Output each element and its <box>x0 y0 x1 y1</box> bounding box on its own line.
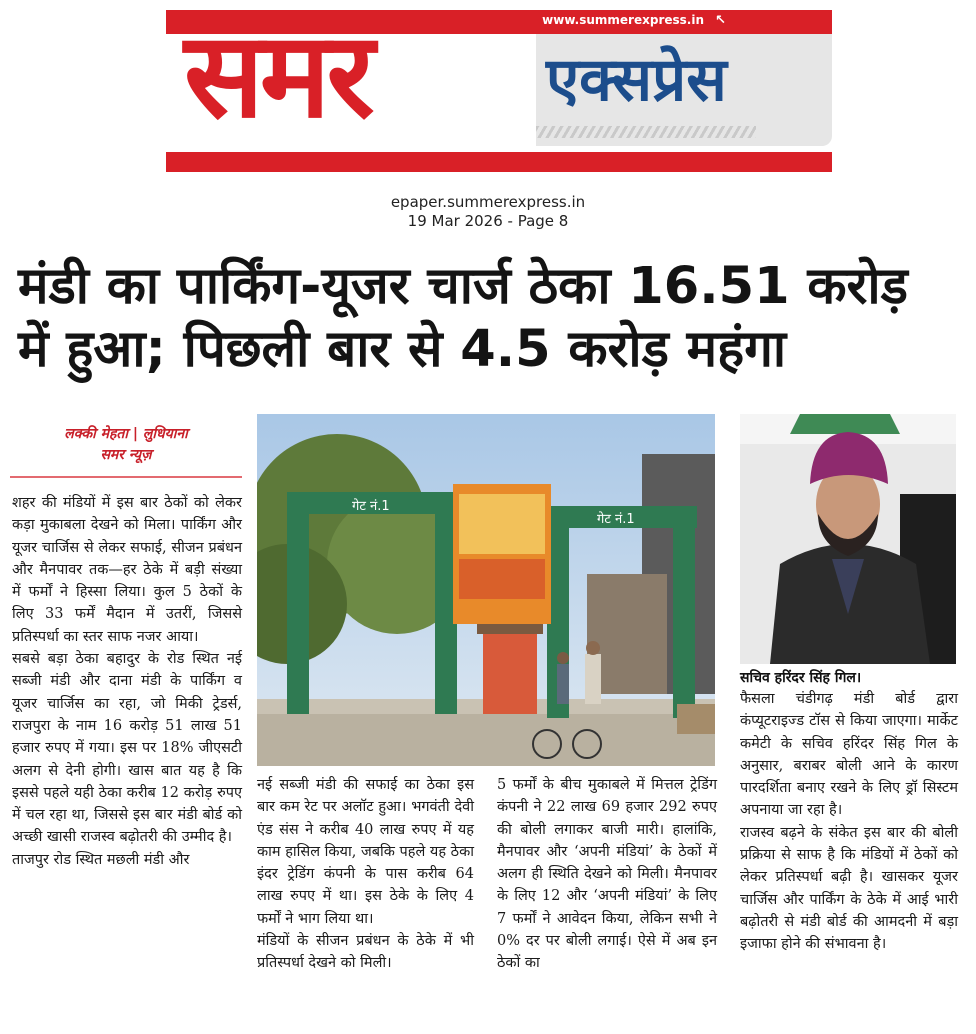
paragraph: 5 फर्मों के बीच मुकाबले में मित्तल ट्रेडिंग कंपनी ने 22 लाख 69 हजार 292 रुपए की बोली लगाकर बाजी मारी। हालांकि, मैनपावर और ‘अपनी मंडियां’ के ठेकों में अलग ही स्थिति देखने को मिली। मैनपावर के लिए 12 और ‘अपनी मंडियां’ के लिए 7 फर्मों ने आवेदन किया, लेकिन सभी ने 0% दर पर बोली लगाई। ऐसे में अब इन ठेकों का <box>497 777 717 972</box>
headline-line-1: मंडी का पार्किंग-यूजर चार्ज ठेका 16.51 करोड़ <box>18 257 908 316</box>
photo-mandi-gate <box>257 414 715 766</box>
paragraph: नई सब्जी मंडी की सफाई का ठेका इस बार कम रेट पर अलॉट हुआ। भगवंती देवी एंड संस ने करीब 40 लाख रुपए में यह काम हासिल किया, जबकि पहले यह ठेका इंदर ट्रेडिंग कंपनी के पास करीब 64 लाख रुपए में था। इस ठेके के लिए 4 फर्मों ने भाग लिया था। <box>257 777 474 927</box>
cursor-arrow-icon: ↖ <box>715 13 726 28</box>
masthead-stripes <box>536 126 756 138</box>
photo-official <box>740 414 956 664</box>
paragraph: सबसे बड़ा ठेका बहादुर के रोड स्थित नई सब्जी मंडी और दाना मंडी के पार्किंग व यूजर चार्जिस का रहा, जो मिकी ट्रेडर्स, राजपुरा के नाम 16 करोड़ 51 लाख 51 हजार रुपए में गया। इस पर 18% जीएसटी अलग से देनी होगी। खास बात यह है कि इससे पहले यही ठेका करीब 12 करोड़ रुपए में चल रहा था, जिससे इस बार मंडी बोर्ड को अच्छी खासी राजस्व बढ़ोतरी की उम्मीद है। <box>12 651 242 846</box>
logo-express: एक्सप्रेस <box>546 45 727 115</box>
byline-rule <box>10 476 242 478</box>
headline <box>18 255 968 381</box>
article-column-2 <box>257 774 474 975</box>
edition-date-page: 19 Mar 2026 - Page 8 <box>407 212 569 230</box>
byline <box>10 424 242 466</box>
article-column-1 <box>12 492 242 871</box>
gate-sign-left: गेट नं.1 <box>352 499 390 514</box>
gate-sign-right: गेट नं.1 <box>597 512 635 527</box>
logo-samar: समर <box>184 6 371 144</box>
article-column-4 <box>740 688 958 956</box>
paragraph: राजस्व बढ़ने के संकेत इस बार की बोली प्रक्रिया से साफ है कि मंडियों में ठेकों को लेकर प्रतिस्पर्धा बढ़ी है। खासकर यूजर चार्जिस और पार्किंग के ठेके में आई भारी बढ़ोतरी से मंडी बोर्ड की आमदनी में बड़ा इजाफा होने की संभावना है। <box>740 824 958 953</box>
masthead <box>166 6 832 174</box>
byline-agency: समर न्यूज़ <box>100 447 152 463</box>
photo-caption: सचिव हरिंदर सिंह गिल। <box>740 670 862 686</box>
paragraph: फैसला चंडीगढ़ मंडी बोर्ड द्वारा कंप्यूटराइज्ड टॉस से किया जाएगा। मार्केट कमेटी के सचिव हरिंदर सिंह गिल के अनुसार, बराबर बोली आने के कारण पारदर्शिता बनाए रखने के लिए ड्रॉ सिस्टम अपनाया जा रहा है। <box>740 691 958 819</box>
byline-author: लक्की मेहता | लुधियाना <box>64 426 188 442</box>
masthead-bottom-bar <box>166 152 832 172</box>
masthead-url[interactable]: www.summerexpress.in <box>542 13 704 27</box>
headline-line-2: में हुआ; पिछली बार से 4.5 करोड़ महंगा <box>18 320 787 379</box>
official-photo-illustration <box>740 414 956 664</box>
paragraph: ताजपुर रोड स्थित मछली मंडी और <box>12 851 190 868</box>
gate-photo-illustration <box>257 414 715 766</box>
paragraph: मंडियों के सीजन प्रबंधन के ठेके में भी प्रतिस्पर्धा देखने को मिली। <box>257 933 474 972</box>
edition-info <box>0 193 976 231</box>
paragraph: शहर की मंडियों में इस बार ठेकों को लेकर कड़ा मुकाबला देखने को मिला। पार्किंग और यूजर चार्जिस से लेकर सफाई, सीजन प्रबंधन और मैनपावर तक—हर ठेके में बड़ी संख्या में फर्मों ने हिस्सा लिया। कुल 5 ठेकों के लिए 33 फर्में मैदान में उतरीं, जिससे प्रतिस्पर्धा का स्तर साफ नजर आया। <box>12 495 242 645</box>
edition-site[interactable]: epaper.summerexpress.in <box>390 193 586 211</box>
article-column-3 <box>497 774 717 975</box>
